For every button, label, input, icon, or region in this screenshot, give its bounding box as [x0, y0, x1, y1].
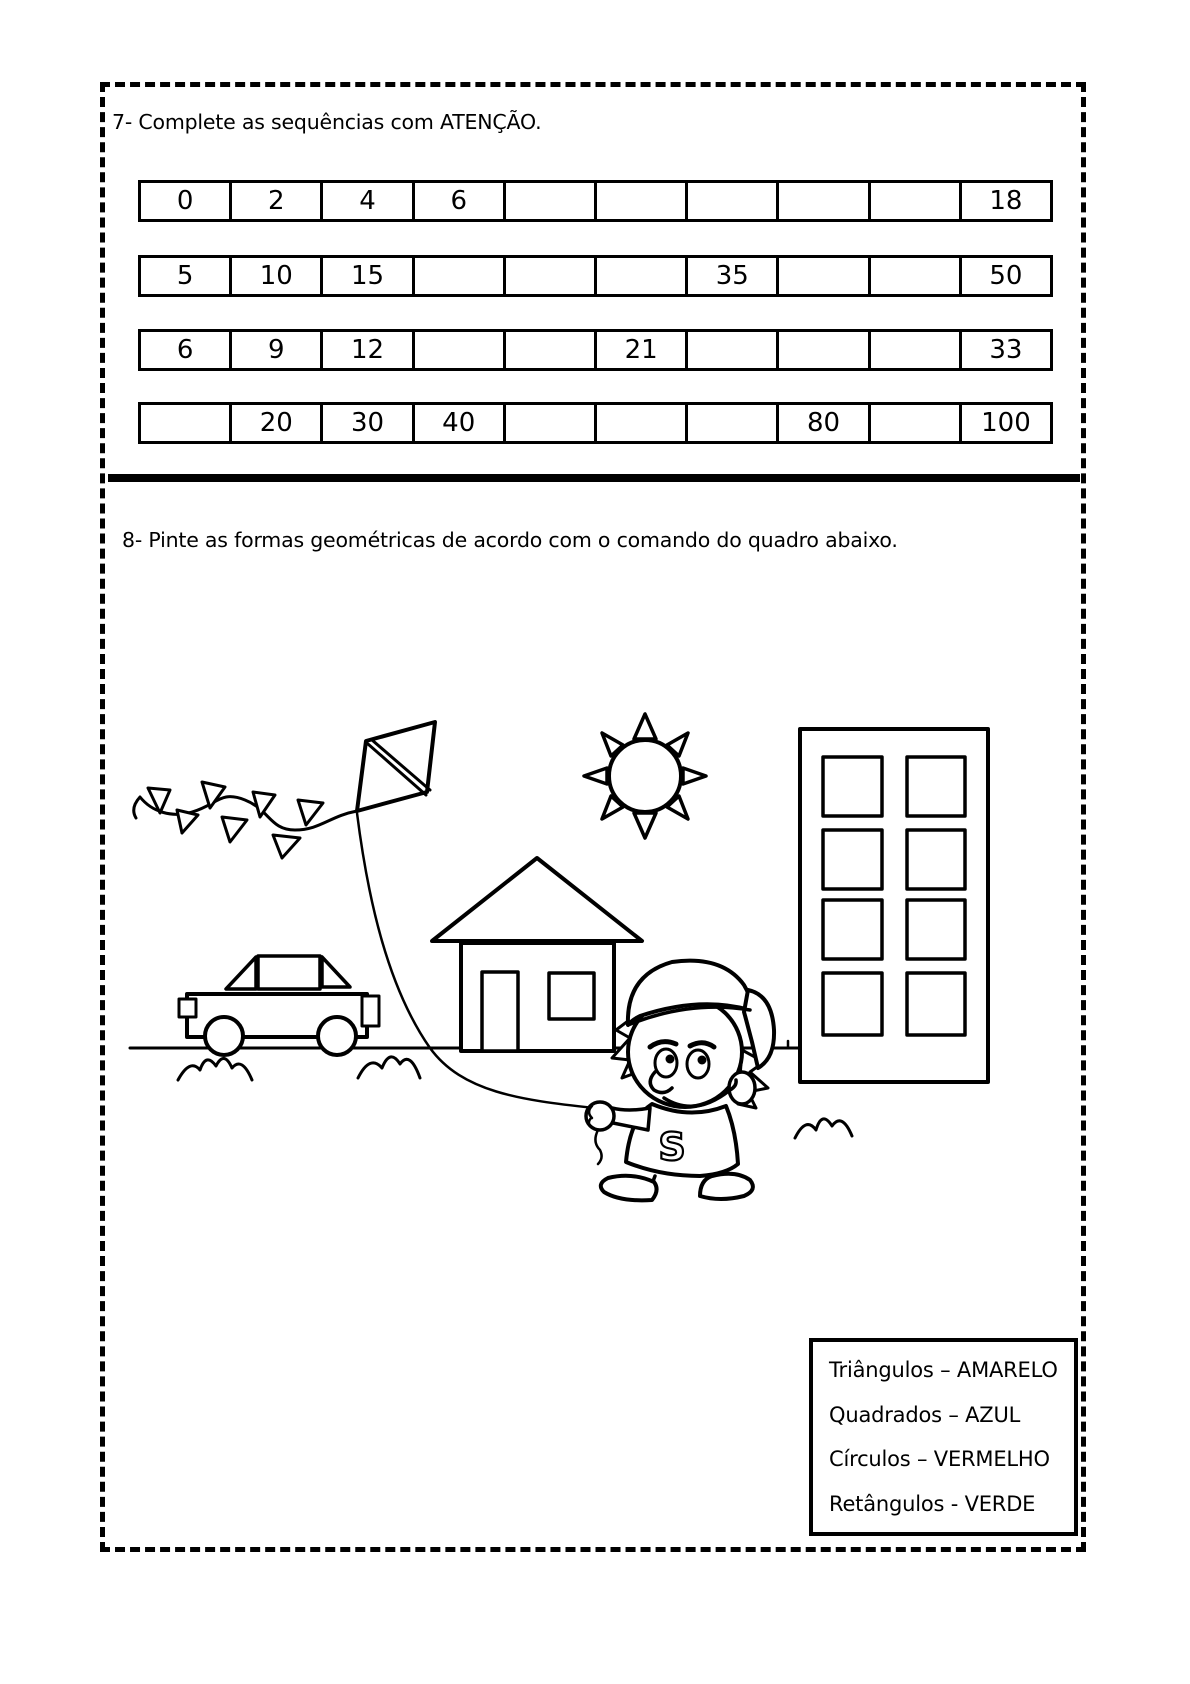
tail-bow-triangle[interactable] — [298, 800, 323, 825]
building-window-square[interactable] — [907, 900, 965, 959]
sequence-cell-blank[interactable] — [871, 183, 962, 219]
car[interactable] — [179, 956, 379, 1055]
sequence-cell: 0 — [141, 183, 232, 219]
sequence-cell-blank[interactable] — [506, 332, 597, 368]
sequence-table-2 — [138, 255, 1053, 297]
grass-tuft — [795, 1119, 852, 1138]
sun-ray-triangle[interactable] — [584, 768, 607, 784]
sequence-cell-blank[interactable] — [597, 405, 688, 441]
sequence-cell-blank[interactable] — [779, 258, 870, 294]
kite-tail[interactable] — [134, 782, 357, 858]
sequence-cell: 100 — [981, 408, 1031, 438]
sequence-cell-blank[interactable] — [871, 405, 962, 441]
sequence-cell-blank[interactable] — [506, 183, 597, 219]
exercise7-title: 7- Complete as sequências com ATENÇÃO. — [112, 110, 542, 134]
sequence-cell: 4 — [323, 183, 414, 219]
car-window-triangle[interactable] — [226, 957, 256, 989]
child-shoe — [601, 1176, 657, 1201]
sequence-cell: 15 — [323, 258, 414, 294]
sequence-table-3 — [138, 329, 1053, 371]
car-wheel-circle[interactable] — [205, 1017, 243, 1055]
coloring-scene — [100, 600, 1090, 1212]
sequence-cell: 12 — [323, 332, 414, 368]
sequence-cell-blank[interactable] — [506, 405, 597, 441]
legend-item-rectangles: Retângulos - VERDE — [829, 1491, 1036, 1516]
sun-ray-triangle[interactable] — [634, 714, 656, 739]
sequence-cell: 40 — [415, 405, 506, 441]
tail-bow-triangle[interactable] — [148, 788, 170, 813]
legend-box — [809, 1338, 1078, 1536]
car-bumper-rectangle[interactable] — [179, 999, 196, 1017]
building[interactable] — [800, 729, 988, 1082]
sequence-cell: 33 — [989, 335, 1023, 365]
house[interactable] — [432, 858, 642, 1051]
car-window-triangle[interactable] — [322, 957, 350, 987]
sequence-cell: 2 — [232, 183, 323, 219]
building-window-square[interactable] — [823, 757, 882, 816]
car-wheel-circle[interactable] — [318, 1017, 356, 1055]
sequence-table-4 — [138, 402, 1053, 444]
sequence-cell: 9 — [232, 332, 323, 368]
tail-bow-triangle[interactable] — [222, 817, 247, 842]
sequence-cell-blank[interactable] — [688, 183, 779, 219]
exercise8-title: 8- Pinte as formas geométricas de acordo com o comando do quadro abaixo. — [122, 528, 898, 552]
sequence-cell: 6 — [415, 183, 506, 219]
tail-bow-triangle[interactable] — [202, 782, 225, 808]
sun[interactable] — [584, 714, 706, 838]
legend-item-circles: Círculos – VERMELHO — [829, 1447, 1050, 1472]
sequence-cell: 20 — [232, 405, 323, 441]
sun-ray-triangle[interactable] — [683, 768, 706, 784]
house-door-rectangle[interactable] — [482, 972, 518, 1051]
tail-bow-triangle[interactable] — [253, 792, 275, 817]
legend-item-squares: Quadrados – AZUL — [829, 1402, 1021, 1427]
building-window-square[interactable] — [823, 973, 882, 1035]
sequence-cell-blank[interactable] — [688, 332, 779, 368]
sequence-cell: 50 — [989, 261, 1023, 291]
sequence-cell-blank[interactable] — [779, 183, 870, 219]
building-window-square[interactable] — [907, 973, 965, 1035]
sequence-cell-blank[interactable] — [415, 258, 506, 294]
sequence-table-1 — [138, 180, 1053, 222]
child-eye — [687, 1050, 709, 1078]
grass-tuft — [178, 1058, 252, 1080]
house-roof-triangle[interactable] — [432, 858, 642, 941]
sequence-cell: 80 — [779, 405, 870, 441]
child-pupil — [666, 1055, 675, 1064]
child-shoe — [700, 1174, 753, 1199]
house-window-square[interactable] — [549, 973, 594, 1019]
sequence-cell-blank[interactable] — [779, 332, 870, 368]
sequence-cell-blank[interactable] — [415, 332, 506, 368]
string-end — [595, 1130, 601, 1164]
sequence-cell-blank[interactable] — [871, 332, 962, 368]
child-eye — [655, 1049, 677, 1077]
tail-bow-triangle[interactable] — [177, 810, 198, 833]
sun-ray-triangle[interactable] — [634, 813, 656, 838]
shirt-letter: S — [658, 1125, 686, 1169]
sequence-cell-blank[interactable] — [141, 405, 232, 441]
sequence-cell: 21 — [597, 332, 688, 368]
sequence-cell: 5 — [141, 258, 232, 294]
sequence-cell-blank[interactable] — [506, 258, 597, 294]
sun-circle[interactable] — [609, 740, 681, 812]
sequence-cell-blank[interactable] — [688, 405, 779, 441]
car-window-rectangle[interactable] — [258, 956, 320, 989]
sequence-cell: 10 — [232, 258, 323, 294]
sequence-cell: 30 — [323, 405, 414, 441]
building-window-square[interactable] — [907, 757, 965, 816]
grass-tuft — [358, 1057, 420, 1078]
sequence-cell: 18 — [989, 186, 1023, 216]
building-window-square[interactable] — [823, 830, 882, 889]
kite[interactable] — [357, 722, 435, 811]
sequence-cell: 35 — [688, 258, 779, 294]
sequence-cell-blank[interactable] — [597, 258, 688, 294]
section-divider — [108, 474, 1080, 482]
legend-item-triangles: Triângulos – AMARELO — [829, 1358, 1058, 1382]
building-window-square[interactable] — [823, 900, 882, 959]
sequence-cell-blank[interactable] — [597, 183, 688, 219]
car-bumper-rectangle[interactable] — [362, 996, 379, 1026]
tail-bow-triangle[interactable] — [273, 835, 300, 858]
sequence-cell: 6 — [141, 332, 232, 368]
kite-diamond[interactable] — [357, 722, 435, 811]
child-pupil — [698, 1056, 707, 1065]
sequence-cell-blank[interactable] — [871, 258, 962, 294]
building-window-square[interactable] — [907, 830, 965, 889]
